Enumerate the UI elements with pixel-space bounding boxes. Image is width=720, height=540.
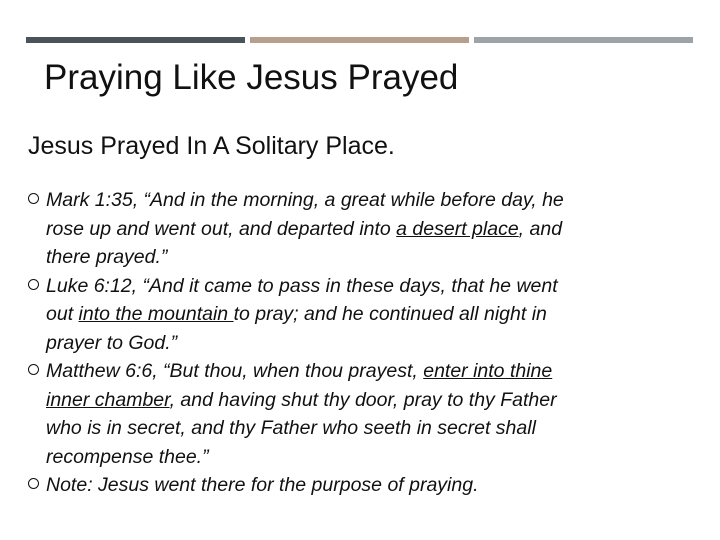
bullet-line — [46, 300, 708, 329]
bullet-line: who is in secret, and thy Father who seeth in secret shall — [46, 417, 536, 439]
bullet-line: Luke 6:12, “And it came to pass in these days, that he went — [46, 274, 558, 297]
bullet-text: rose up and went out, and departed into — [46, 217, 397, 240]
accent-bar-middle — [250, 37, 469, 43]
bullet-text: , and having shut thy door, pray to thy Father — [169, 388, 557, 411]
underlined-text: inner chamber — [46, 388, 170, 411]
underlined-text: a desert place — [396, 217, 519, 240]
bullet-text: out — [46, 303, 79, 325]
bullet-mark — [28, 186, 708, 272]
bullet-note — [28, 471, 708, 500]
bullet-line: there prayed.” — [46, 246, 168, 268]
accent-bar-left — [26, 37, 245, 43]
bullet-list — [28, 186, 708, 500]
bullet-line: Mark 1:35, “And in the morning, a great while before day, he — [46, 189, 564, 211]
accent-bar-right — [474, 37, 693, 43]
circle-bullet-icon — [28, 478, 39, 489]
bullet-text: , and — [518, 217, 563, 240]
bullet-line: Note: Jesus went there for the purpose of praying. — [46, 474, 479, 496]
bullet-line — [46, 215, 708, 244]
circle-bullet-icon — [28, 279, 39, 290]
circle-bullet-icon — [28, 364, 39, 375]
bullet-line — [46, 386, 708, 415]
bullet-text: to pray; and he continued all night in — [233, 303, 547, 325]
underlined-text: enter into thine — [423, 360, 553, 382]
bullet-matthew — [28, 357, 708, 471]
bullet-line: recompense thee.” — [46, 445, 209, 468]
bullet-luke — [28, 272, 708, 358]
bullet-text: Matthew 6:6, “But thou, when thou prayest, — [46, 360, 424, 382]
underlined-text: into the mountain — [78, 303, 234, 325]
slide-subtitle: Jesus Prayed In A Solitary Place. — [28, 132, 395, 160]
slide-title: Praying Like Jesus Prayed — [44, 58, 459, 97]
circle-bullet-icon — [28, 193, 39, 204]
bullet-line — [46, 357, 708, 386]
bullet-line: prayer to God.” — [46, 331, 178, 354]
